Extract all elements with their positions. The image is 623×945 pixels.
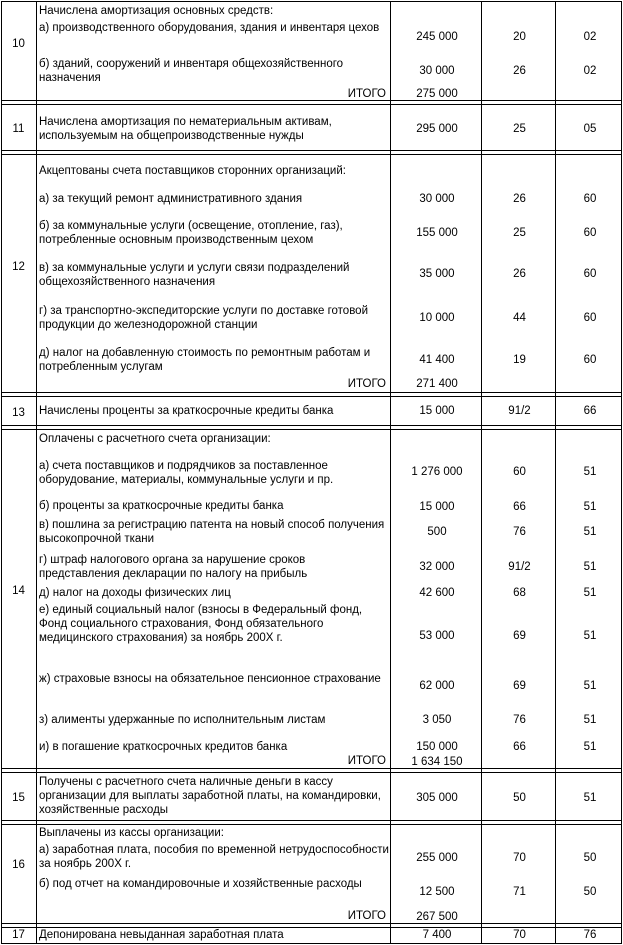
item-debit: 66	[513, 501, 526, 513]
row-title: Выплачены из кассы организации:	[39, 827, 224, 839]
item-debit: 71	[513, 886, 526, 898]
item-debit: 76	[513, 714, 526, 726]
item-sum: 32 000	[419, 561, 455, 573]
row-title: Оплачены с расчетного счета организации:	[39, 433, 271, 445]
row-border	[1, 104, 622, 105]
item-credit: 51	[583, 714, 597, 726]
row-number: 15	[12, 792, 25, 804]
item-text: Начислена амортизация по нематериальным активам, используемым на общепроизводственные нужды	[39, 116, 332, 142]
item-sum: 155 000	[416, 227, 458, 239]
item-text: б) под отчет на командировочные и хозяйственные расходы	[39, 878, 362, 890]
item-debit: 76	[513, 526, 526, 538]
item-credit: 60	[583, 312, 597, 324]
item-credit: 60	[583, 193, 597, 205]
item-text: г) штраф налогового органа за нарушение сроков представления декларации по налогу на прибыль	[39, 554, 308, 580]
item-text: а) счета поставщиков и подрядчиков за поставленное оборудование, материалы, коммунальные услуги и пр.	[39, 460, 334, 486]
item-debit: 26	[513, 65, 526, 77]
item-text: б) проценты за краткосрочные кредиты банка	[39, 500, 284, 512]
item-credit: 02	[583, 65, 597, 77]
item-text: ж) страховые взносы на обязательное пенсионное страхование	[39, 673, 381, 685]
row-number: 17	[12, 929, 25, 941]
itogo-sum: 271 400	[416, 378, 458, 390]
item-debit: 70	[513, 852, 526, 864]
itogo-label: ИТОГО	[347, 378, 386, 390]
item-sum: 3 050	[422, 714, 452, 726]
row-number: 16	[12, 859, 25, 871]
item-credit: 51	[583, 466, 597, 478]
item-text: в) за коммунальные услуги и услуги связи подразделений общехозяйственного назначения	[39, 262, 350, 288]
item-sum: 41 400	[419, 354, 455, 366]
itogo-label: ИТОГО	[347, 755, 386, 767]
itogo-label: ИТОГО	[347, 910, 386, 922]
item-text: з) алименты удержанные по исполнительным листам	[39, 714, 326, 726]
item-credit: 50	[583, 852, 597, 864]
item-text: Депонирована невыданная заработная плата	[39, 929, 284, 941]
item-debit: 25	[513, 227, 526, 239]
item-credit: 60	[583, 354, 597, 366]
item-debit: 19	[513, 354, 526, 366]
item-sum: 500	[427, 526, 447, 538]
itogo-sum: 267 500	[416, 911, 458, 923]
item-credit: 51	[583, 526, 597, 538]
item-credit: 51	[583, 501, 597, 513]
item-credit: 76	[583, 929, 597, 941]
col-border	[555, 1, 556, 944]
item-sum: 30 000	[419, 193, 455, 205]
item-debit: 69	[513, 630, 526, 642]
item-debit: 26	[513, 268, 526, 280]
col-border	[390, 1, 391, 944]
item-credit: 51	[583, 680, 597, 692]
item-debit: 68	[513, 587, 526, 599]
item-debit: 44	[513, 312, 526, 324]
row-number: 13	[12, 407, 25, 419]
row-title: Начислена амортизация основных средств:	[39, 5, 274, 17]
item-debit: 60	[513, 466, 526, 478]
item-credit: 51	[583, 741, 597, 753]
itogo-sum: 275 000	[416, 88, 458, 100]
col-border	[36, 1, 37, 944]
item-credit: 60	[583, 268, 597, 280]
item-credit: 05	[583, 123, 597, 135]
item-text: в) пошлина за регистрацию патента на новый способ получения высокопрочной ткани	[39, 519, 385, 545]
row-border	[1, 923, 622, 924]
row-border	[1, 943, 622, 944]
item-debit: 91/2	[508, 405, 531, 417]
item-sum: 30 000	[419, 65, 455, 77]
item-text: Начислены проценты за краткосрочные кредиты банка	[39, 405, 334, 417]
item-sum: 35 000	[419, 268, 455, 280]
row-border	[1, 154, 622, 155]
item-sum: 1 276 000	[411, 466, 463, 478]
itogo-label: ИТОГО	[347, 88, 386, 100]
item-debit: 50	[513, 792, 526, 804]
row-border	[1, 820, 622, 821]
item-sum: 12 500	[419, 886, 455, 898]
row-number: 11	[12, 123, 25, 135]
item-credit: 66	[583, 405, 597, 417]
item-sum: 150 000	[416, 741, 458, 753]
item-credit: 50	[583, 886, 597, 898]
item-credit: 51	[583, 630, 597, 642]
item-sum: 295 000	[416, 123, 458, 135]
item-sum: 305 000	[416, 792, 458, 804]
row-title: Акцептованы счета поставщиков сторонних организаций:	[39, 165, 346, 177]
item-sum: 10 000	[419, 312, 455, 324]
item-text: Получены с расчетного счета наличные деньги в кассу организации для выплаты заработной платы, на командировки, хозяйственные расходы	[39, 776, 381, 816]
row-number: 14	[12, 585, 25, 597]
item-credit: 51	[583, 561, 597, 573]
item-text: г) за транспортно-экспедиторские услуги по доставке готовой продукции до железнодорожной станции	[39, 305, 368, 331]
row-border	[1, 824, 622, 825]
row-border	[1, 392, 622, 393]
item-text: а) заработная плата, пособия по временной нетрудоспособности за ноябрь 200Х г.	[39, 844, 389, 870]
item-text: д) налог на добавленную стоимость по ремонтным работам и потребленным услугам	[39, 347, 371, 373]
item-debit: 70	[513, 929, 526, 941]
item-sum: 255 000	[416, 852, 458, 864]
item-debit: 69	[513, 680, 526, 692]
item-sum: 53 000	[419, 630, 455, 642]
item-debit: 26	[513, 193, 526, 205]
item-credit: 02	[583, 31, 597, 43]
item-text: а) за текущий ремонт административного здания	[39, 193, 303, 205]
col-border	[481, 1, 482, 944]
item-sum: 15 000	[419, 405, 455, 417]
item-debit: 20	[513, 31, 526, 43]
row-border	[1, 429, 622, 430]
item-text: б) за коммунальные услуги (освещение, отопление, газ), потребленные основным производственным цехом	[39, 220, 343, 246]
row-border	[1, 768, 622, 769]
item-credit: 51	[583, 587, 597, 599]
item-sum: 42 600	[419, 587, 455, 599]
row-border	[1, 396, 622, 397]
item-debit: 91/2	[508, 561, 531, 573]
item-text: и) в погашение краткосрочных кредитов банка	[39, 741, 288, 753]
item-text: д) налог на доходы физических лиц	[39, 587, 231, 599]
item-sum: 62 000	[419, 680, 455, 692]
item-credit: 51	[583, 792, 597, 804]
item-sum: 7 400	[422, 929, 452, 941]
row-border	[1, 772, 622, 773]
row-border	[1, 1, 622, 2]
row-border	[1, 150, 622, 151]
itogo-sum: 1 634 150	[411, 756, 463, 768]
item-text: е) единый социальный налог (взносы в Федеральный фонд, Фонд социального страхования, Фонд обязательного медицинского страхования) за ноябрь 200Х г.	[39, 604, 363, 644]
row-number: 10	[12, 38, 25, 50]
row-border	[1, 425, 622, 426]
item-debit: 25	[513, 123, 526, 135]
item-sum: 245 000	[416, 31, 458, 43]
item-text: а) производственного оборудования, здания и инвентаря цехов	[39, 22, 380, 34]
item-sum: 15 000	[419, 501, 455, 513]
item-credit: 60	[583, 227, 597, 239]
row-number: 12	[12, 261, 25, 273]
item-debit: 66	[513, 741, 526, 753]
item-text: б) зданий, сооружений и инвентаря общехозяйственного назначения	[39, 58, 344, 84]
